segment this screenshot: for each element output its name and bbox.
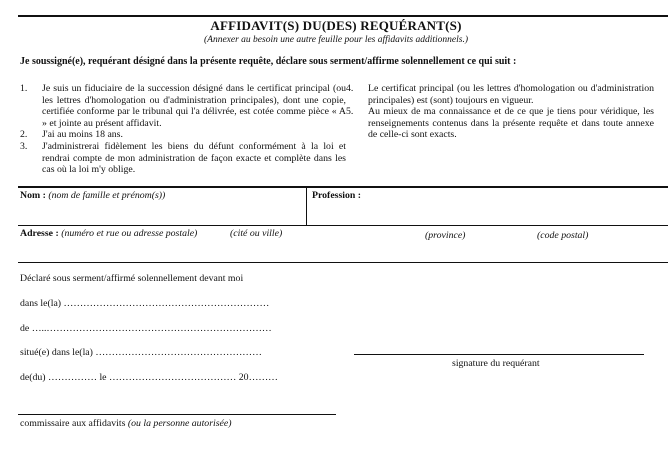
sworn-heading: Déclaré sous serment/affirmé solennellement devant moi (20, 273, 244, 284)
profession-label: Profession : (312, 190, 362, 201)
statements-right (346, 83, 654, 141)
signature-label: signature du requérant (452, 358, 540, 369)
statement-1 (20, 83, 346, 129)
address-label: Adresse : (20, 228, 59, 239)
statement-number: 2. (20, 129, 28, 141)
statement-text: J'administrerai fidèlement les biens du défunt conformément à la loi et rendrai compte de mon administration de façon exacte et complète dans les cas où la loi m'y oblige. (42, 140, 346, 176)
form-subtitle: (Annexer au besoin une autre feuille pour les affidavits additionnels.) (203, 35, 469, 45)
statement-number: 5. (346, 106, 354, 118)
intro-statement: Je soussigné(e), requérant désigné dans la présente requête, déclare sous serment/affirme solennellement ce qui suit : (20, 56, 517, 67)
address-street-hint: (numéro et rue ou adresse postale) (61, 228, 198, 239)
name-box-top-rule (18, 186, 668, 188)
address-city-hint: (cité ou ville) (230, 228, 283, 239)
statements-left (20, 83, 346, 176)
address-field[interactable] (20, 228, 197, 239)
sworn-of-line[interactable]: de …..…………………………………………………………… (20, 323, 272, 334)
sworn-place-line[interactable]: dans le(la) ……………………………………………………… (20, 298, 270, 309)
profession-field[interactable] (312, 190, 361, 201)
commissioner-hint: (ou la personne autorisée) (127, 418, 232, 429)
name-hint: (nom de famille et prénom(s)) (48, 190, 166, 201)
name-profession-divider (306, 186, 307, 225)
address-postal-hint: (code postal) (537, 230, 589, 241)
top-rule (18, 15, 668, 17)
statement-4 (346, 83, 654, 106)
statement-number: 3. (20, 140, 28, 152)
form-title: AFFIDAVIT(S) DU(DES) REQUÉRANT(S) (210, 18, 462, 33)
name-field[interactable] (20, 190, 165, 201)
name-box-bottom-rule (18, 225, 668, 226)
sworn-located-line[interactable]: situé(e) dans le(la) …………………………………………… (20, 347, 262, 358)
commissioner-line[interactable] (18, 414, 336, 415)
statement-5 (346, 106, 654, 141)
statement-number: 4. (346, 83, 354, 94)
statement-2 (20, 129, 346, 141)
signature-line[interactable] (354, 354, 644, 355)
commissioner-label: commissaire aux affidavits (20, 418, 126, 429)
statement-text: Je suis un fiduciaire de la succession désigné dans le certificat principal (ou les lettres d'homologation ou d'administration principales), dont une copie, certifiée conforme par le tribunal qui l'a délivrée, est cotée comme pièce « A » et jointe au présent affidavit. (42, 83, 346, 129)
commissioner-caption (20, 418, 232, 429)
statement-text: J'ai au moins 18 ans. (42, 129, 123, 141)
address-bottom-rule (18, 262, 668, 263)
statement-number: 1. (20, 83, 28, 94)
address-province-hint: (province) (425, 230, 466, 241)
statement-text: Au mieux de ma connaissance et de ce que je tiens pour véridique, les renseignements contenus dans la présente requête et dans toute annexe de celle-ci sont exacts. (368, 106, 654, 141)
name-label: Nom : (20, 190, 46, 201)
sworn-date-line[interactable]: de(du) …………… le ………………………………… 20……… (20, 372, 278, 383)
statement-3 (20, 141, 346, 176)
statement-text: Le certificat principal (ou les lettres d'homologation ou d'administration principales) est (sont) toujours en vigueur. (368, 83, 654, 106)
